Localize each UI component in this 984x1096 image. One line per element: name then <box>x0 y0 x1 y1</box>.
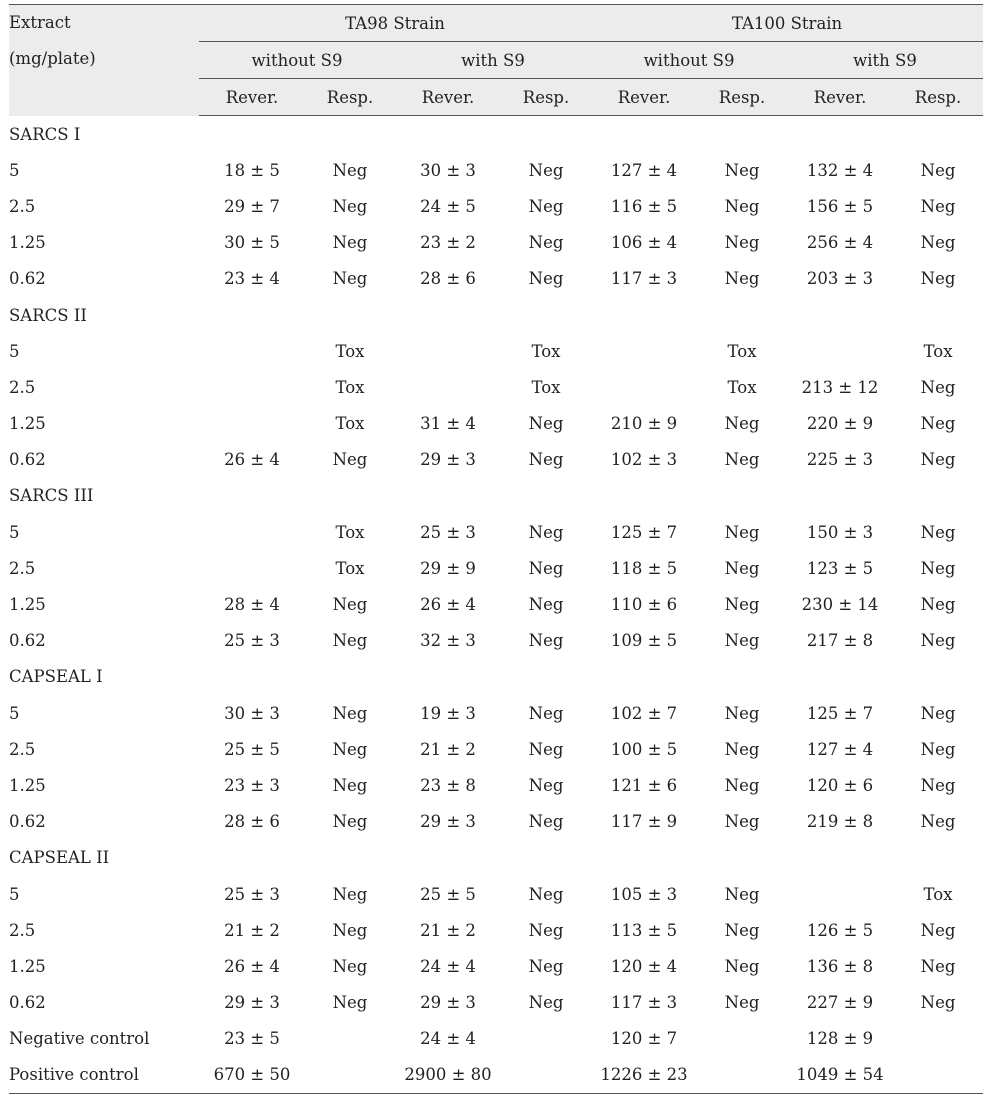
revertant-cell: 117 ± 3 <box>610 993 678 1013</box>
results-table <box>9 4 983 1094</box>
rever-header: Rever. <box>395 79 501 116</box>
table-row <box>9 188 983 224</box>
response-cell: Neg <box>724 269 760 289</box>
group-row <box>9 297 983 333</box>
response-cell: Neg <box>724 196 760 216</box>
table-body <box>9 116 983 1094</box>
response-cell: Neg <box>920 269 956 289</box>
revertant-cell: 670 ± 50 <box>199 1057 305 1094</box>
response-cell: Tox <box>531 377 561 397</box>
table-row <box>9 369 983 405</box>
response-cell: Neg <box>528 558 564 578</box>
dose-cell: 2.5 <box>9 196 36 216</box>
response-cell: Neg <box>528 631 564 651</box>
response-cell: Neg <box>332 920 368 940</box>
table-header <box>9 5 983 116</box>
dose-cell: 1.25 <box>9 414 46 434</box>
revertant-cell: 23 ± 8 <box>420 775 476 795</box>
revertant-cell: 26 ± 4 <box>420 595 476 615</box>
extract-header <box>9 5 199 116</box>
response-cell: Neg <box>920 703 956 723</box>
revertant-cell: 29 ± 9 <box>420 558 476 578</box>
response-cell: Neg <box>920 775 956 795</box>
revertant-cell: 28 ± 6 <box>420 269 476 289</box>
response-cell: Neg <box>920 414 956 434</box>
response-cell: Neg <box>724 920 760 940</box>
revertant-cell: 23 ± 4 <box>224 269 280 289</box>
group-row <box>9 659 983 695</box>
response-cell: Neg <box>724 522 760 542</box>
revertant-cell: 29 ± 3 <box>224 993 280 1013</box>
revertant-cell <box>395 333 501 369</box>
revertant-cell <box>395 369 501 405</box>
revertant-cell: 26 ± 4 <box>224 956 280 976</box>
revertant-cell: 203 ± 3 <box>806 269 874 289</box>
response-cell <box>893 1057 983 1094</box>
response-cell: Neg <box>332 160 368 180</box>
revertant-cell: 21 ± 2 <box>420 920 476 940</box>
revertant-cell: 210 ± 9 <box>610 414 678 434</box>
group-row <box>9 840 983 876</box>
revertant-cell: 30 ± 5 <box>224 233 280 253</box>
table-row <box>9 1057 983 1094</box>
revertant-cell: 117 ± 9 <box>610 812 678 832</box>
revertant-cell <box>199 369 305 405</box>
resp-header: Resp. <box>893 79 983 116</box>
dose-cell: 0.62 <box>9 450 46 470</box>
revertant-cell: 29 ± 3 <box>420 993 476 1013</box>
response-cell: Neg <box>528 450 564 470</box>
response-cell: Neg <box>724 631 760 651</box>
revertant-cell: 29 ± 3 <box>420 812 476 832</box>
table-row <box>9 912 983 948</box>
response-cell: Neg <box>920 233 956 253</box>
revertant-cell <box>787 333 893 369</box>
response-cell: Neg <box>920 595 956 615</box>
dose-cell: 5 <box>9 884 20 904</box>
revertant-cell: 116 ± 5 <box>610 196 678 216</box>
dose-cell: 1.25 <box>9 956 46 976</box>
response-cell: Neg <box>528 956 564 976</box>
response-cell: Neg <box>332 775 368 795</box>
response-cell: Neg <box>920 956 956 976</box>
revertant-cell: 136 ± 8 <box>806 956 874 976</box>
revertant-cell: 2900 ± 80 <box>395 1057 501 1094</box>
revertant-cell: 29 ± 7 <box>224 196 280 216</box>
strain-ta100-header: TA100 Strain <box>591 5 983 42</box>
ta98-with-s9-header: with S9 <box>395 42 591 79</box>
revertant-cell: 120 ± 4 <box>610 956 678 976</box>
revertant-cell <box>591 333 697 369</box>
rever-header: Rever. <box>591 79 697 116</box>
response-cell: Neg <box>724 595 760 615</box>
extract-group-label: CAPSEAL I <box>9 667 103 687</box>
table-row <box>9 261 983 297</box>
response-cell: Neg <box>920 739 956 759</box>
response-cell <box>501 1057 591 1094</box>
response-cell: Neg <box>528 993 564 1013</box>
response-cell: Neg <box>724 775 760 795</box>
response-cell: Neg <box>332 812 368 832</box>
revertant-cell: 23 ± 2 <box>420 233 476 253</box>
response-cell: Neg <box>528 775 564 795</box>
response-cell: Neg <box>332 703 368 723</box>
revertant-cell: 213 ± 12 <box>801 377 879 397</box>
response-cell: Tox <box>923 884 953 904</box>
revertant-cell: 24 ± 4 <box>420 1029 476 1049</box>
rever-header: Rever. <box>199 79 305 116</box>
extract-label: Extract <box>9 13 71 32</box>
ta100-with-s9-header: with S9 <box>787 42 983 79</box>
response-cell: Neg <box>332 269 368 289</box>
response-cell: Neg <box>528 233 564 253</box>
response-cell: Neg <box>332 631 368 651</box>
response-cell: Neg <box>920 558 956 578</box>
revertant-cell: 24 ± 5 <box>420 196 476 216</box>
table-row <box>9 225 983 261</box>
dose-cell: 2.5 <box>9 739 36 759</box>
resp-header: Resp. <box>305 79 395 116</box>
revertant-cell: 25 ± 3 <box>224 884 280 904</box>
revertant-cell: 125 ± 7 <box>806 703 874 723</box>
table-row <box>9 731 983 767</box>
response-cell: Tox <box>335 522 365 542</box>
response-cell: Neg <box>724 739 760 759</box>
revertant-cell: 21 ± 2 <box>224 920 280 940</box>
revertant-cell: 120 ± 6 <box>806 775 874 795</box>
dose-cell: 5 <box>9 522 20 542</box>
extract-group-label: SARCS II <box>9 305 87 325</box>
revertant-cell: 23 ± 3 <box>224 775 280 795</box>
control-label: Positive control <box>9 1057 199 1094</box>
response-cell: Neg <box>920 993 956 1013</box>
table-row <box>9 514 983 550</box>
revertant-cell: 125 ± 7 <box>610 522 678 542</box>
dose-cell: 0.62 <box>9 993 46 1013</box>
response-cell: Neg <box>528 160 564 180</box>
revertant-cell <box>199 406 305 442</box>
response-cell <box>697 1021 787 1057</box>
revertant-cell: 25 ± 3 <box>420 522 476 542</box>
table-row <box>9 406 983 442</box>
response-cell: Neg <box>724 884 760 904</box>
revertant-cell: 256 ± 4 <box>806 233 874 253</box>
response-cell: Neg <box>528 812 564 832</box>
table-row <box>9 767 983 803</box>
revertant-cell: 18 ± 5 <box>224 160 280 180</box>
revertant-cell: 227 ± 9 <box>806 993 874 1013</box>
response-cell: Neg <box>724 414 760 434</box>
response-cell: Neg <box>920 812 956 832</box>
response-cell: Neg <box>724 703 760 723</box>
revertant-cell: 1049 ± 54 <box>787 1057 893 1094</box>
extract-group-label: CAPSEAL II <box>9 848 110 868</box>
response-cell: Neg <box>332 884 368 904</box>
response-cell: Neg <box>724 956 760 976</box>
revertant-cell: 127 ± 4 <box>806 739 874 759</box>
response-cell: Neg <box>528 522 564 542</box>
table-row <box>9 948 983 984</box>
response-cell: Neg <box>724 558 760 578</box>
dose-cell: 1.25 <box>9 775 46 795</box>
response-cell: Neg <box>332 233 368 253</box>
extract-unit: (mg/plate) <box>9 49 96 68</box>
response-cell <box>893 1021 983 1057</box>
revertant-cell: 28 ± 6 <box>224 812 280 832</box>
revertant-cell: 120 ± 7 <box>610 1029 678 1049</box>
dose-cell: 0.62 <box>9 812 46 832</box>
table-row <box>9 623 983 659</box>
response-cell: Neg <box>332 450 368 470</box>
revertant-cell: 31 ± 4 <box>420 414 476 434</box>
revertant-cell <box>199 514 305 550</box>
response-cell: Neg <box>724 233 760 253</box>
revertant-cell: 25 ± 5 <box>420 884 476 904</box>
revertant-cell: 19 ± 3 <box>420 703 476 723</box>
revertant-cell: 28 ± 4 <box>224 595 280 615</box>
revertant-cell: 225 ± 3 <box>806 450 874 470</box>
revertant-cell: 117 ± 3 <box>610 269 678 289</box>
response-cell: Neg <box>724 450 760 470</box>
revertant-cell: 118 ± 5 <box>610 558 678 578</box>
response-cell: Neg <box>528 920 564 940</box>
response-cell: Tox <box>335 341 365 361</box>
resp-header: Resp. <box>697 79 787 116</box>
response-cell: Tox <box>923 341 953 361</box>
revertant-cell: 220 ± 9 <box>806 414 874 434</box>
response-cell: Neg <box>528 739 564 759</box>
table-row <box>9 442 983 478</box>
revertant-cell: 30 ± 3 <box>224 703 280 723</box>
response-cell: Neg <box>332 595 368 615</box>
revertant-cell: 21 ± 2 <box>420 739 476 759</box>
revertant-cell: 29 ± 3 <box>420 450 476 470</box>
response-cell: Neg <box>528 196 564 216</box>
response-cell: Neg <box>332 739 368 759</box>
response-cell: Neg <box>724 812 760 832</box>
response-cell: Tox <box>335 558 365 578</box>
revertant-cell: 1226 ± 23 <box>591 1057 697 1094</box>
rever-header: Rever. <box>787 79 893 116</box>
dose-cell: 0.62 <box>9 631 46 651</box>
revertant-cell: 32 ± 3 <box>420 631 476 651</box>
dose-cell: 5 <box>9 703 20 723</box>
group-row <box>9 116 983 153</box>
revertant-cell: 109 ± 5 <box>610 631 678 651</box>
response-cell: Neg <box>332 993 368 1013</box>
group-row <box>9 478 983 514</box>
response-cell: Tox <box>727 341 757 361</box>
dose-cell: 0.62 <box>9 269 46 289</box>
response-cell: Neg <box>528 703 564 723</box>
response-cell <box>305 1057 395 1094</box>
control-label: Negative control <box>9 1029 150 1049</box>
revertant-cell: 128 ± 9 <box>806 1029 874 1049</box>
response-cell <box>305 1021 395 1057</box>
table-row <box>9 550 983 586</box>
response-cell: Neg <box>332 196 368 216</box>
table-row <box>9 152 983 188</box>
revertant-cell: 113 ± 5 <box>610 920 678 940</box>
revertant-cell <box>591 369 697 405</box>
response-cell: Tox <box>335 414 365 434</box>
dose-cell: 5 <box>9 160 20 180</box>
table-row <box>9 876 983 912</box>
ta100-without-s9-header: without S9 <box>591 42 787 79</box>
dose-cell: 5 <box>9 341 20 361</box>
extract-group-label: SARCS III <box>9 486 94 506</box>
response-cell: Neg <box>920 522 956 542</box>
revertant-cell: 121 ± 6 <box>610 775 678 795</box>
response-cell: Neg <box>528 269 564 289</box>
revertant-cell: 123 ± 5 <box>806 558 874 578</box>
revertant-cell: 126 ± 5 <box>806 920 874 940</box>
dose-cell: 2.5 <box>9 558 36 578</box>
response-cell: Neg <box>920 196 956 216</box>
response-cell: Neg <box>332 956 368 976</box>
response-cell: Neg <box>528 884 564 904</box>
revertant-cell: 219 ± 8 <box>806 812 874 832</box>
revertant-cell: 132 ± 4 <box>806 160 874 180</box>
response-cell <box>697 1057 787 1094</box>
revertant-cell: 110 ± 6 <box>610 595 678 615</box>
response-cell <box>501 1021 591 1057</box>
revertant-cell: 150 ± 3 <box>806 522 874 542</box>
revertant-cell <box>199 550 305 586</box>
table-row <box>9 804 983 840</box>
revertant-cell: 24 ± 4 <box>420 956 476 976</box>
resp-header: Resp. <box>501 79 591 116</box>
response-cell: Tox <box>335 377 365 397</box>
revertant-cell: 230 ± 14 <box>801 595 879 615</box>
response-cell: Neg <box>724 993 760 1013</box>
response-cell: Tox <box>531 341 561 361</box>
table-row <box>9 985 983 1021</box>
revertant-cell: 156 ± 5 <box>806 196 874 216</box>
revertant-cell: 102 ± 7 <box>610 703 678 723</box>
strain-ta98-header: TA98 Strain <box>199 5 591 42</box>
response-cell: Neg <box>920 631 956 651</box>
dose-cell: 2.5 <box>9 920 36 940</box>
revertant-cell <box>199 333 305 369</box>
revertant-cell: 217 ± 8 <box>806 631 874 651</box>
revertant-cell: 100 ± 5 <box>610 739 678 759</box>
revertant-cell <box>787 876 893 912</box>
dose-cell: 1.25 <box>9 233 46 253</box>
extract-group-label: SARCS I <box>9 124 81 144</box>
response-cell: Neg <box>724 160 760 180</box>
revertant-cell: 102 ± 3 <box>610 450 678 470</box>
response-cell: Neg <box>920 920 956 940</box>
revertant-cell: 127 ± 4 <box>610 160 678 180</box>
table-row <box>9 695 983 731</box>
ta98-without-s9-header: without S9 <box>199 42 395 79</box>
revertant-cell: 25 ± 3 <box>224 631 280 651</box>
revertant-cell: 105 ± 3 <box>610 884 678 904</box>
revertant-cell: 30 ± 3 <box>420 160 476 180</box>
response-cell: Neg <box>528 595 564 615</box>
table-row <box>9 333 983 369</box>
response-cell: Tox <box>727 377 757 397</box>
response-cell: Neg <box>528 414 564 434</box>
dose-cell: 1.25 <box>9 595 46 615</box>
table-row <box>9 586 983 622</box>
dose-cell: 2.5 <box>9 377 36 397</box>
revertant-cell: 106 ± 4 <box>610 233 678 253</box>
revertant-cell: 26 ± 4 <box>224 450 280 470</box>
revertant-cell: 23 ± 5 <box>224 1029 280 1049</box>
response-cell: Neg <box>920 450 956 470</box>
response-cell: Neg <box>920 377 956 397</box>
response-cell: Neg <box>920 160 956 180</box>
table-row <box>9 1021 983 1057</box>
revertant-cell: 25 ± 5 <box>224 739 280 759</box>
